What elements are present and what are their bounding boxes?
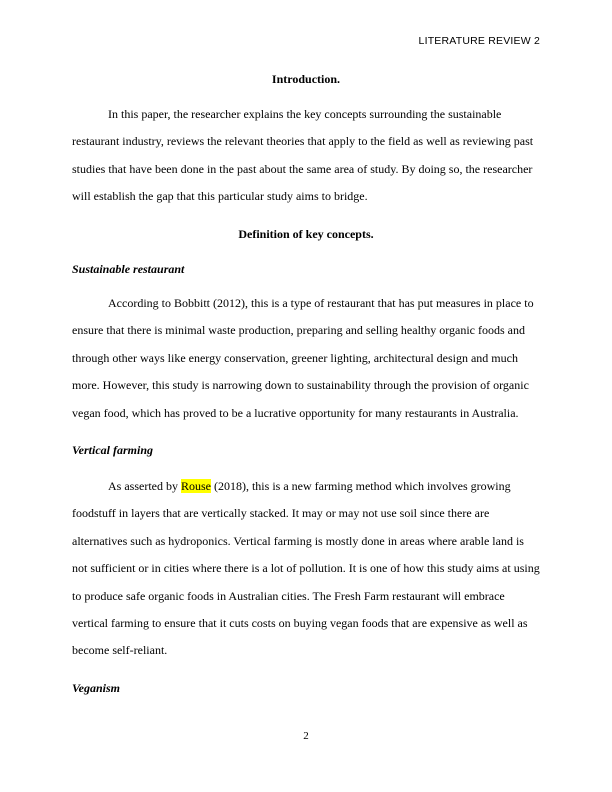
introduction-paragraph: In this paper, the researcher explains the key concepts surrounding the sustainable restaurant industry, reviews the relevant theories that apply to the field as well as reviewing past studies that have been done in the past about the same area of study. By doing so, the researcher will establish the gap that this particular study aims to bridge. bbox=[72, 107, 534, 204]
veganism-heading: Veganism bbox=[72, 681, 121, 695]
sustainable-restaurant-heading: Sustainable restaurant bbox=[72, 262, 185, 276]
sustainable-restaurant-paragraph: According to Bobbitt (2012), this is a type of restaurant that has put measures in place to ensure that there is minimal waste production, preparing and selling healthy organic foods and through other ways like energy conservation, greener lighting, architectural design and much more. However, this study is narrowing down to sustainability through the provision of organic vegan food, which has proved to be a lucrative opportunity for many restaurants in Australia. bbox=[72, 296, 534, 420]
running-head: LITERATURE REVIEW 2 bbox=[418, 35, 540, 47]
introduction-heading: Introduction. bbox=[271, 72, 341, 86]
definitions-heading: Definition of key concepts. bbox=[238, 227, 374, 241]
vertical-farming-heading: Vertical farming bbox=[72, 443, 154, 457]
page-number: 2 bbox=[303, 730, 309, 742]
paragraph-text-lead: As asserted by bbox=[108, 479, 181, 493]
vertical-farming-paragraph bbox=[72, 473, 540, 665]
highlighted-citation: Rouse bbox=[180, 479, 211, 493]
paragraph-text-rest: (2018), this is a new farming method which involves growing foodstuff in layers that are vertically stacked. It may or may not use soil since there are alternatives such as hydroponics. Vertical farming is mostly done in areas where arable land is not sufficient or in cities where there is a lot of pollution. It is one of how this study aims at using to produce safe organic foods in Australian cities. The Fresh Farm restaurant will embrace vertical farming to ensure that it cuts costs on buying vegan foods that are expensive as well as become self-reliant. bbox=[72, 479, 540, 658]
